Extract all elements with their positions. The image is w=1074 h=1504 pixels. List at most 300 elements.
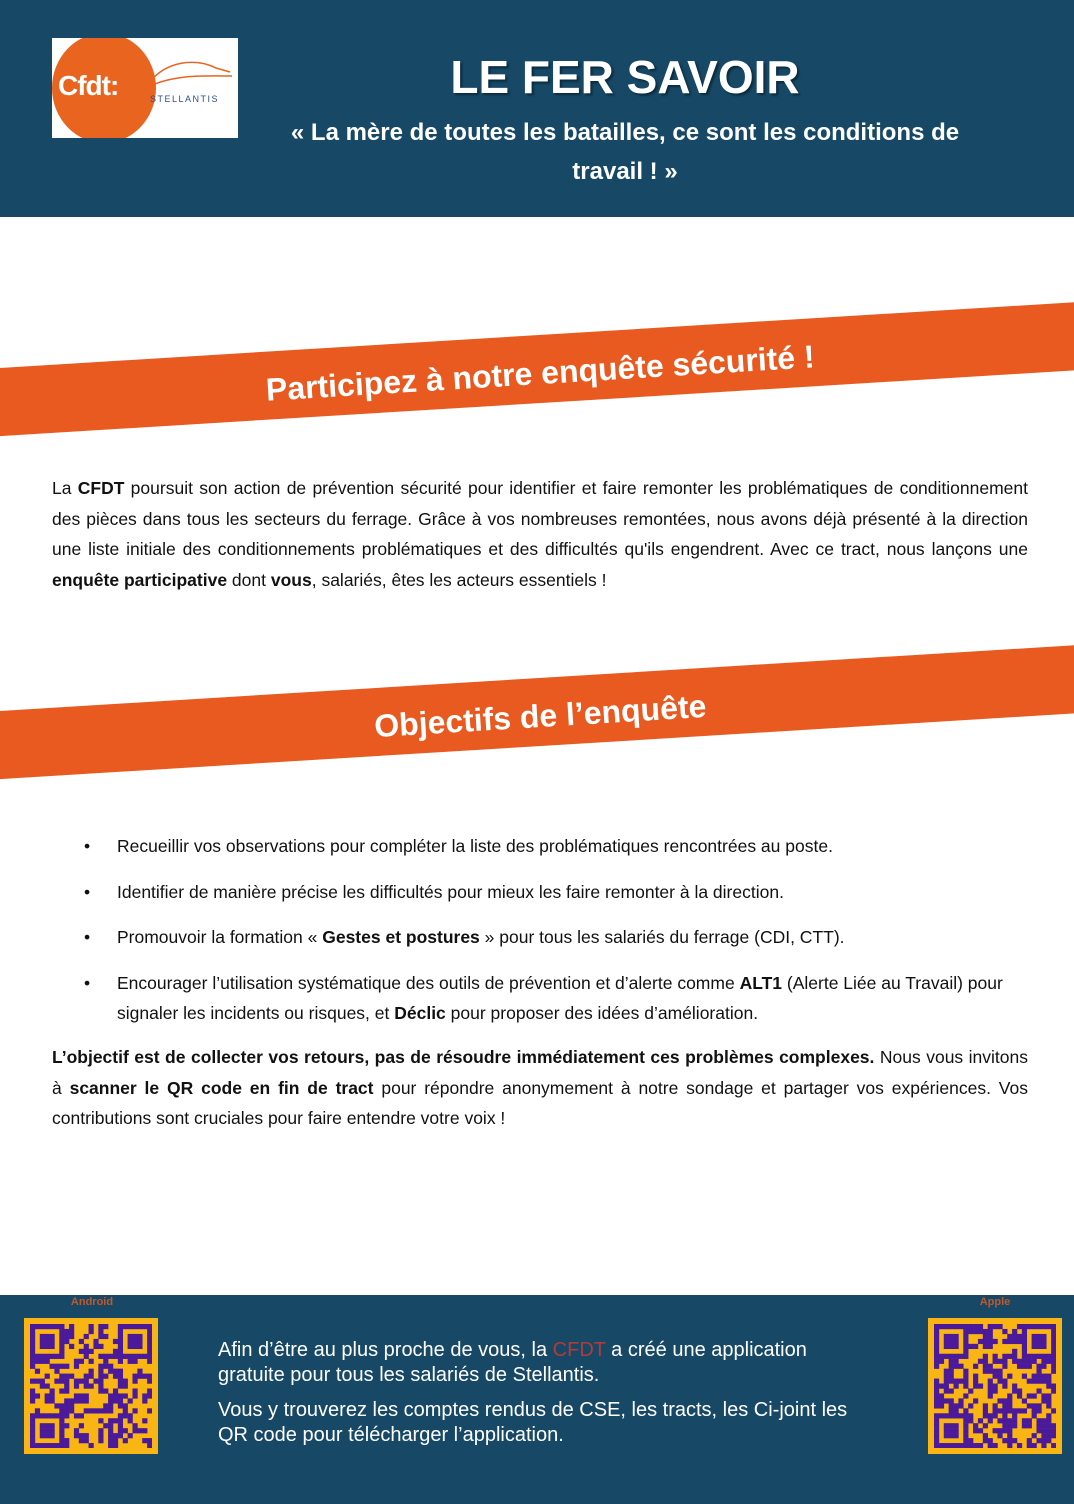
qr-module <box>89 1359 94 1364</box>
qr-module <box>137 1344 142 1349</box>
qr-module <box>1041 1423 1046 1428</box>
qr-module <box>147 1344 152 1349</box>
qr-module <box>1051 1423 1056 1428</box>
qr-module <box>988 1339 993 1344</box>
qr-module <box>934 1438 939 1443</box>
qr-module <box>949 1408 954 1413</box>
qr-module <box>64 1403 69 1408</box>
qr-module <box>30 1349 35 1354</box>
qr-module <box>973 1379 978 1384</box>
qr-module <box>934 1334 939 1339</box>
qr-module <box>30 1443 35 1448</box>
qr-module <box>993 1413 998 1418</box>
qr-module <box>30 1428 35 1433</box>
qr-module <box>128 1344 133 1349</box>
qr-module <box>954 1339 959 1344</box>
qr-module <box>64 1438 69 1443</box>
qr-module <box>1036 1344 1041 1349</box>
qr-module <box>69 1403 74 1408</box>
qr-module <box>949 1359 954 1364</box>
qr-module <box>1041 1379 1046 1384</box>
qr-module <box>1046 1403 1051 1408</box>
qr-module <box>54 1403 59 1408</box>
qr-module <box>93 1379 98 1384</box>
qr-module <box>93 1339 98 1344</box>
qr-module <box>123 1403 128 1408</box>
qr-module <box>74 1393 79 1398</box>
qr-module <box>40 1423 45 1428</box>
android-label: Android <box>70 1296 114 1308</box>
qr-module <box>1022 1359 1027 1364</box>
qr-module <box>40 1359 45 1364</box>
qr-module <box>983 1408 988 1413</box>
qr-module <box>963 1349 968 1354</box>
qr-module <box>84 1354 89 1359</box>
qr-module <box>1002 1354 1007 1359</box>
qr-module <box>949 1398 954 1403</box>
qr-module <box>963 1344 968 1349</box>
qr-module <box>983 1423 988 1428</box>
qr-module <box>103 1334 108 1339</box>
qr-module <box>997 1418 1002 1423</box>
qr-module <box>132 1344 137 1349</box>
qr-module <box>93 1344 98 1349</box>
qr-module <box>1036 1423 1041 1428</box>
qr-module <box>1007 1438 1012 1443</box>
qr-module <box>45 1393 50 1398</box>
qr-module <box>59 1443 64 1448</box>
qr-module <box>118 1344 123 1349</box>
qr-module <box>118 1418 123 1423</box>
qr-module <box>35 1413 40 1418</box>
qr-module <box>954 1344 959 1349</box>
qr-module <box>118 1324 123 1329</box>
qr-module <box>949 1369 954 1374</box>
qr-module <box>147 1334 152 1339</box>
qr-module <box>1022 1408 1027 1413</box>
qr-module <box>1012 1418 1017 1423</box>
qr-module <box>993 1384 998 1389</box>
qr-module <box>30 1438 35 1443</box>
qr-module <box>1002 1398 1007 1403</box>
page-title: LE FER SAVOIR <box>450 51 800 103</box>
qr-module <box>74 1433 79 1438</box>
qr-module <box>128 1418 133 1423</box>
qr-module <box>118 1374 123 1379</box>
android-qr-code[interactable] <box>24 1318 158 1454</box>
qr-module <box>89 1443 94 1448</box>
qr-module <box>954 1403 959 1408</box>
qr-module <box>113 1354 118 1359</box>
qr-module <box>45 1334 50 1339</box>
qr-module <box>1036 1374 1041 1379</box>
qr-module <box>934 1418 939 1423</box>
qr-module <box>59 1324 64 1329</box>
qr-module <box>74 1398 79 1403</box>
qr-module <box>1051 1428 1056 1433</box>
qr-module <box>35 1359 40 1364</box>
qr-module <box>963 1334 968 1339</box>
qr-module <box>1017 1393 1022 1398</box>
qr-module <box>944 1428 949 1433</box>
qr-module <box>1051 1349 1056 1354</box>
qr-module <box>934 1329 939 1334</box>
qr-module <box>108 1408 113 1413</box>
qr-module <box>1041 1374 1046 1379</box>
qr-module <box>1027 1324 1032 1329</box>
qr-module <box>934 1388 939 1393</box>
qr-module <box>98 1384 103 1389</box>
qr-module <box>1041 1418 1046 1423</box>
qr-module <box>1046 1433 1051 1438</box>
qr-module <box>30 1359 35 1364</box>
qr-module <box>64 1413 69 1418</box>
qr-module <box>963 1379 968 1384</box>
qr-module <box>978 1418 983 1423</box>
qr-module <box>963 1369 968 1374</box>
qr-module <box>45 1359 50 1364</box>
qr-module <box>1017 1324 1022 1329</box>
qr-module <box>944 1384 949 1389</box>
qr-module <box>934 1393 939 1398</box>
qr-module <box>54 1354 59 1359</box>
qr-module <box>35 1393 40 1398</box>
qr-module <box>108 1364 113 1369</box>
qr-module <box>997 1408 1002 1413</box>
qr-module <box>934 1349 939 1354</box>
qr-module <box>973 1329 978 1334</box>
qr-module <box>118 1354 123 1359</box>
qr-module <box>1012 1388 1017 1393</box>
qr-module <box>40 1339 45 1344</box>
qr-module <box>64 1379 69 1384</box>
qr-module <box>993 1428 998 1433</box>
qr-module <box>108 1433 113 1438</box>
qr-module <box>1032 1408 1037 1413</box>
qr-module <box>1007 1339 1012 1344</box>
qr-module <box>147 1393 152 1398</box>
qr-module <box>40 1354 45 1359</box>
qr-module <box>988 1438 993 1443</box>
qr-module <box>954 1354 959 1359</box>
qr-module <box>1022 1374 1027 1379</box>
qr-module <box>1036 1364 1041 1369</box>
qr-module <box>934 1443 939 1448</box>
qr-module <box>84 1384 89 1389</box>
qr-module <box>1032 1433 1037 1438</box>
qr-module <box>113 1388 118 1393</box>
qr-module <box>1022 1334 1027 1339</box>
qr-module <box>1041 1359 1046 1364</box>
qr-module <box>1036 1388 1041 1393</box>
qr-module <box>30 1388 35 1393</box>
qr-module <box>954 1364 959 1369</box>
qr-module <box>30 1413 35 1418</box>
qr-module <box>1007 1354 1012 1359</box>
qr-module <box>1051 1324 1056 1329</box>
qr-module <box>954 1359 959 1364</box>
qr-module <box>98 1329 103 1334</box>
qr-module <box>142 1418 147 1423</box>
qr-module <box>40 1324 45 1329</box>
qr-module <box>1041 1398 1046 1403</box>
qr-module <box>954 1408 959 1413</box>
qr-module <box>963 1423 968 1428</box>
qr-module <box>963 1384 968 1389</box>
qr-module <box>98 1324 103 1329</box>
qr-module <box>59 1418 64 1423</box>
qr-module <box>147 1438 152 1443</box>
qr-module <box>997 1379 1002 1384</box>
qr-module <box>988 1418 993 1423</box>
qr-module <box>79 1339 84 1344</box>
qr-module <box>939 1359 944 1364</box>
qr-module <box>1032 1393 1037 1398</box>
qr-module <box>108 1393 113 1398</box>
qr-module <box>988 1324 993 1329</box>
qr-module <box>30 1364 35 1369</box>
qr-module <box>1007 1433 1012 1438</box>
qr-module <box>963 1393 968 1398</box>
qr-module <box>1051 1433 1056 1438</box>
qr-module <box>963 1418 968 1423</box>
qr-module <box>89 1384 94 1389</box>
qr-module <box>993 1388 998 1393</box>
apple-qr-code[interactable] <box>928 1318 1062 1454</box>
qr-module <box>98 1388 103 1393</box>
qr-module <box>954 1334 959 1339</box>
qr-module <box>108 1369 113 1374</box>
qr-module <box>64 1384 69 1389</box>
qr-module <box>968 1388 973 1393</box>
qr-module <box>1036 1403 1041 1408</box>
qr-module <box>123 1413 128 1418</box>
qr-module <box>108 1398 113 1403</box>
qr-module <box>954 1324 959 1329</box>
qr-module <box>1046 1379 1051 1384</box>
qr-module <box>978 1359 983 1364</box>
qr-module <box>79 1413 84 1418</box>
qr-module <box>1051 1344 1056 1349</box>
qr-module <box>113 1349 118 1354</box>
qr-module <box>963 1324 968 1329</box>
qr-module <box>113 1398 118 1403</box>
qr-module <box>1022 1349 1027 1354</box>
qr-module <box>988 1364 993 1369</box>
qr-module <box>993 1354 998 1359</box>
conclusion-paragraph: L’objectif est de collecter vos retours, pas de résoudre immédiatement ces problèmes complexes. Nous vous invitons à scanner le QR code en fin de tract pour répondre anonymement à notre sondage et partager vos expériences. Vos contributions sont cruciales pour faire entendre votre voix ! <box>52 1047 1028 1129</box>
qr-module <box>978 1329 983 1334</box>
qr-module <box>1022 1354 1027 1359</box>
qr-module <box>147 1379 152 1384</box>
qr-module <box>142 1398 147 1403</box>
qr-module <box>84 1408 89 1413</box>
qr-module <box>934 1398 939 1403</box>
qr-module <box>983 1438 988 1443</box>
objectives-list <box>52 831 1028 1044</box>
qr-module <box>1017 1408 1022 1413</box>
qr-module <box>50 1339 55 1344</box>
qr-module <box>132 1408 137 1413</box>
qr-module <box>949 1364 954 1369</box>
qr-module <box>84 1379 89 1384</box>
qr-module <box>949 1339 954 1344</box>
qr-module <box>118 1398 123 1403</box>
qr-module <box>949 1403 954 1408</box>
qr-module <box>1012 1354 1017 1359</box>
qr-module <box>934 1339 939 1344</box>
qr-module <box>949 1443 954 1448</box>
qr-module <box>1032 1324 1037 1329</box>
qr-module <box>64 1334 69 1339</box>
qr-module <box>98 1354 103 1359</box>
qr-module <box>1041 1354 1046 1359</box>
qr-module <box>1041 1393 1046 1398</box>
list-item: • Promouvoir la formation « Gestes et postures » pour tous les salariés du ferrage (CDI, CTT). <box>52 922 1028 953</box>
qr-module <box>113 1438 118 1443</box>
qr-module <box>30 1334 35 1339</box>
qr-module <box>30 1433 35 1438</box>
qr-module <box>132 1354 137 1359</box>
qr-module <box>944 1443 949 1448</box>
qr-module <box>1007 1398 1012 1403</box>
qr-module <box>79 1423 84 1428</box>
qr-module <box>54 1379 59 1384</box>
qr-module <box>988 1393 993 1398</box>
qr-module <box>949 1428 954 1433</box>
qr-module <box>123 1379 128 1384</box>
qr-module <box>1051 1443 1056 1448</box>
qr-module <box>74 1364 79 1369</box>
qr-module <box>132 1334 137 1339</box>
qr-module <box>40 1344 45 1349</box>
qr-module <box>132 1388 137 1393</box>
qr-module <box>1002 1428 1007 1433</box>
qr-module <box>954 1413 959 1418</box>
qr-module <box>59 1423 64 1428</box>
qr-module <box>64 1364 69 1369</box>
qr-module <box>978 1443 983 1448</box>
qr-module <box>132 1379 137 1384</box>
qr-module <box>988 1413 993 1418</box>
qr-module <box>103 1403 108 1408</box>
qr-module <box>983 1344 988 1349</box>
qr-module <box>963 1433 968 1438</box>
qr-module <box>147 1324 152 1329</box>
qr-module <box>1012 1349 1017 1354</box>
qr-module <box>98 1438 103 1443</box>
qr-module <box>1012 1339 1017 1344</box>
qr-module <box>997 1433 1002 1438</box>
qr-module <box>968 1418 973 1423</box>
qr-module <box>113 1369 118 1374</box>
qr-module <box>1036 1418 1041 1423</box>
qr-module <box>988 1369 993 1374</box>
qr-module <box>997 1324 1002 1329</box>
cfdt-stellantis-logo: Cfdt: STELLANTIS <box>52 38 238 138</box>
qr-module <box>983 1413 988 1418</box>
qr-module <box>35 1369 40 1374</box>
qr-module <box>50 1324 55 1329</box>
banner-survey: Participez à notre enquête sécurité ! <box>0 300 1074 439</box>
qr-module <box>988 1329 993 1334</box>
qr-module <box>137 1369 142 1374</box>
qr-module <box>1022 1344 1027 1349</box>
qr-module <box>1046 1354 1051 1359</box>
qr-module <box>45 1413 50 1418</box>
qr-module <box>1051 1369 1056 1374</box>
qr-module <box>1017 1388 1022 1393</box>
qr-module <box>128 1433 133 1438</box>
qr-module <box>934 1359 939 1364</box>
qr-module <box>1051 1388 1056 1393</box>
qr-module <box>963 1408 968 1413</box>
qr-module <box>59 1433 64 1438</box>
qr-module <box>949 1324 954 1329</box>
qr-module <box>103 1408 108 1413</box>
qr-module <box>50 1423 55 1428</box>
qr-module <box>59 1349 64 1354</box>
qr-module <box>128 1413 133 1418</box>
qr-module <box>1046 1359 1051 1364</box>
qr-module <box>128 1324 133 1329</box>
qr-module <box>59 1364 64 1369</box>
qr-module <box>103 1354 108 1359</box>
qr-module <box>113 1418 118 1423</box>
qr-module <box>69 1329 74 1334</box>
qr-module <box>59 1334 64 1339</box>
qr-module <box>108 1428 113 1433</box>
qr-module <box>59 1329 64 1334</box>
qr-module <box>50 1428 55 1433</box>
qr-module <box>973 1443 978 1448</box>
qr-module <box>79 1349 84 1354</box>
qr-module <box>40 1428 45 1433</box>
qr-module <box>30 1324 35 1329</box>
qr-module <box>30 1393 35 1398</box>
qr-module <box>45 1344 50 1349</box>
qr-module <box>963 1329 968 1334</box>
qr-module <box>1012 1384 1017 1389</box>
qr-module <box>1012 1438 1017 1443</box>
qr-module <box>50 1443 55 1448</box>
qr-module <box>1027 1423 1032 1428</box>
qr-module <box>944 1344 949 1349</box>
qr-module <box>50 1433 55 1438</box>
qr-module <box>142 1428 147 1433</box>
qr-module <box>137 1334 142 1339</box>
qr-module <box>108 1438 113 1443</box>
qr-module <box>949 1354 954 1359</box>
qr-module <box>103 1324 108 1329</box>
qr-module <box>973 1324 978 1329</box>
qr-module <box>1022 1324 1027 1329</box>
qr-module <box>1036 1324 1041 1329</box>
qr-module <box>1017 1339 1022 1344</box>
qr-module <box>142 1324 147 1329</box>
qr-module <box>108 1443 113 1448</box>
qr-module <box>983 1354 988 1359</box>
qr-module <box>1051 1329 1056 1334</box>
qr-module <box>1036 1339 1041 1344</box>
qr-module <box>132 1393 137 1398</box>
qr-module <box>954 1423 959 1428</box>
qr-module <box>1032 1443 1037 1448</box>
qr-module <box>123 1384 128 1389</box>
qr-module <box>147 1354 152 1359</box>
qr-module <box>1002 1384 1007 1389</box>
qr-module <box>118 1384 123 1389</box>
